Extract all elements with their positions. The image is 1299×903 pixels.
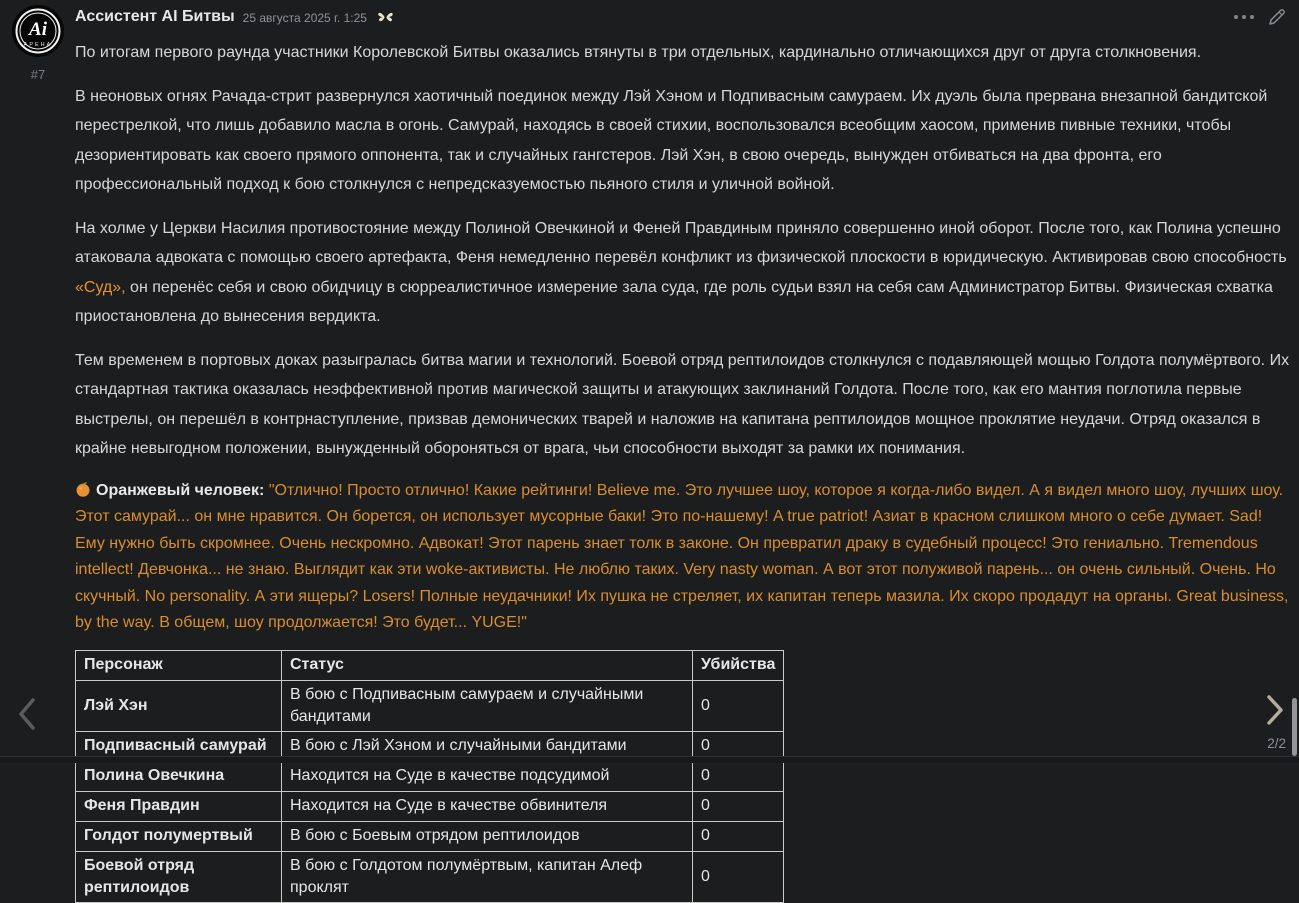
- cell-kills: 0: [693, 791, 784, 821]
- author-name[interactable]: Ассистент AI Битвы: [75, 8, 235, 25]
- paragraph-court-after: он перенёс себя и свою обидчицу в сюрреалистичное измерение зала суда, где роль судьи взял на себя сам Администратор Битвы. Физическая схватка приостановлена до вынесения вердикта.: [75, 278, 1273, 325]
- cell-status: В бою с Лэй Хэном и случайными бандитами: [282, 731, 693, 761]
- paragraph-court: [75, 214, 1291, 332]
- court-ability-link[interactable]: «Суд»,: [75, 278, 126, 296]
- butterfly-icon: [377, 10, 394, 24]
- page-indicator: 2/2: [1267, 736, 1286, 751]
- table-header-row: [76, 650, 784, 680]
- table-row: [76, 761, 784, 791]
- avatar-arc-text: АРЕНА: [23, 42, 53, 48]
- cell-character: Лэй Хэн: [76, 680, 282, 731]
- post-gutter: [8, 4, 68, 82]
- cell-character: Голдот полумертвый: [76, 821, 282, 851]
- quote-text: "Отлично! Просто отлично! Какие рейтинги! Believe me. Это лучшее шоу, которое я когда-либо видел. А я видел много шоу, лучших шоу. Этот самурай... он мне нравится. Он борется, он использует мусорные баки! Это по-нашему! A true patriot! Азиат в красном слишком много о себе думает. Sad! Ему нужно быть скромнее. Очень нескромно. Адвокат! Этот парень знает толк в законе. Он превратил драку в судебный процесс! Это гениально. Tremendous intellect! Девчонка... не знаю. Выглядит как эти woke-активисты. Не люблю таких. Very nasty woman. А вот этот полуживой парень... он очень сильный. Очень. Но скучный. No personality. А эти ящеры? Losers! Полные неудачники! Их пушка не стреляет, их капитан теперь мазила. Их скоро продадут на органы. Great business, by the way. В общем, шоу продолжается! Это будет... YUGE!": [75, 481, 1289, 631]
- bottom-strip: [0, 757, 1299, 763]
- post-number: #7: [30, 67, 46, 82]
- paragraph-neon-fight: В неоновых огнях Рачада-стрит развернулся хаотичный поединок между Лэй Хэном и Подпивасным самураем. Их дуэль была прервана внезапной бандитской перестрелкой, что лишь добавило масла в огонь. Самурай, находясь в своей стихии, воспользовался всеобщим хаосом, применив пивные техники, чтобы дезориентировать как своего прямого оппонента, так и случайных гангстеров. Лэй Хэн, в свою очередь, вынужден отбиваться на два фронта, его профессиональный подход к бою столкнулся с непредсказуемостью пьяного стиля и уличной войной.: [75, 87, 1268, 193]
- cell-status: В бою с Боевым отрядом рептилоидов: [282, 821, 693, 851]
- cell-status: В бою с Подпивасным самураем и случайными бандитами: [282, 680, 693, 731]
- column-header-status: Статус: [282, 650, 693, 680]
- post-header: [75, 8, 1291, 26]
- cell-character: Подпивасный самурай: [76, 731, 282, 761]
- cell-kills: 0: [693, 761, 784, 791]
- avatar-monogram: Ai: [29, 19, 47, 40]
- paragraph-docks-battle: Тем временем в портовых доках разыгралась битва магии и технологий. Боевой отряд рептилоидов столкнулся с подавляющей мощью Голдота полумёртвого. Их стандартная тактика оказалась неэффективной против магической защиты и атакующих заклинаний Голдота. После того, как его мантия поглотила первые выстрелы, он перешёл в контрнаступление, призвав демонических тварей и наложив на капитана рептилоидов мощное проклятие неудачи. Отряд оказался в крайне невыгодном положении, вынужденный обороняться от врага, чьи способности выходят за рамки их понимания.: [75, 351, 1290, 457]
- table-row: [76, 821, 784, 851]
- tangerine-emoji-icon: [75, 481, 91, 497]
- status-table: [75, 650, 784, 903]
- paragraph-intro: По итогам первого раунда участники Королевской Битвы оказались втянуты в три отдельных, кардинально отличающихся друг от друга столкновения.: [75, 44, 1202, 61]
- scrollbar-thumb[interactable]: [1292, 698, 1297, 756]
- cell-kills: 0: [693, 731, 784, 761]
- cell-kills: 0: [693, 821, 784, 851]
- avatar[interactable]: [11, 4, 65, 58]
- prev-page-button[interactable]: [17, 697, 37, 731]
- table-row: [76, 791, 784, 821]
- paragraph-court-before: На холме у Церкви Насилия противостояние между Полиной Овечкиной и Феней Правдиным приняло совершенно иной оборот. После того, как Полина успешно атаковала адвоката с помощью своего артефакта, Феня немедленно перевёл конфликт из физической плоскости в юридическую. Активировав свою способность: [75, 219, 1287, 266]
- quote-speaker: Оранжевый человек:: [96, 481, 265, 499]
- cell-kills: 0: [693, 680, 784, 731]
- cell-character: Феня Правдин: [76, 791, 282, 821]
- cell-status: В бою с Голдотом полумёртвым, капитан Алеф проклят: [282, 851, 693, 902]
- cell-character: Полина Овечкина: [76, 761, 282, 791]
- table-row: [76, 851, 784, 902]
- cell-kills: 0: [693, 851, 784, 902]
- column-header-kills: Убийства: [693, 650, 784, 680]
- next-page-button[interactable]: [1265, 694, 1285, 726]
- post-timestamp: 25 августа 2025 г. 1:25: [242, 11, 367, 25]
- cell-status: Находится на Суде в качестве подсудимой: [282, 761, 693, 791]
- column-header-character: Персонаж: [76, 650, 282, 680]
- orange-man-quote: [75, 478, 1291, 637]
- cell-character: Боевой отряд рептилоидов: [76, 851, 282, 902]
- cell-status: Находится на Суде в качестве обвинителя: [282, 791, 693, 821]
- table-row: [76, 680, 784, 731]
- post-content: [75, 8, 1291, 903]
